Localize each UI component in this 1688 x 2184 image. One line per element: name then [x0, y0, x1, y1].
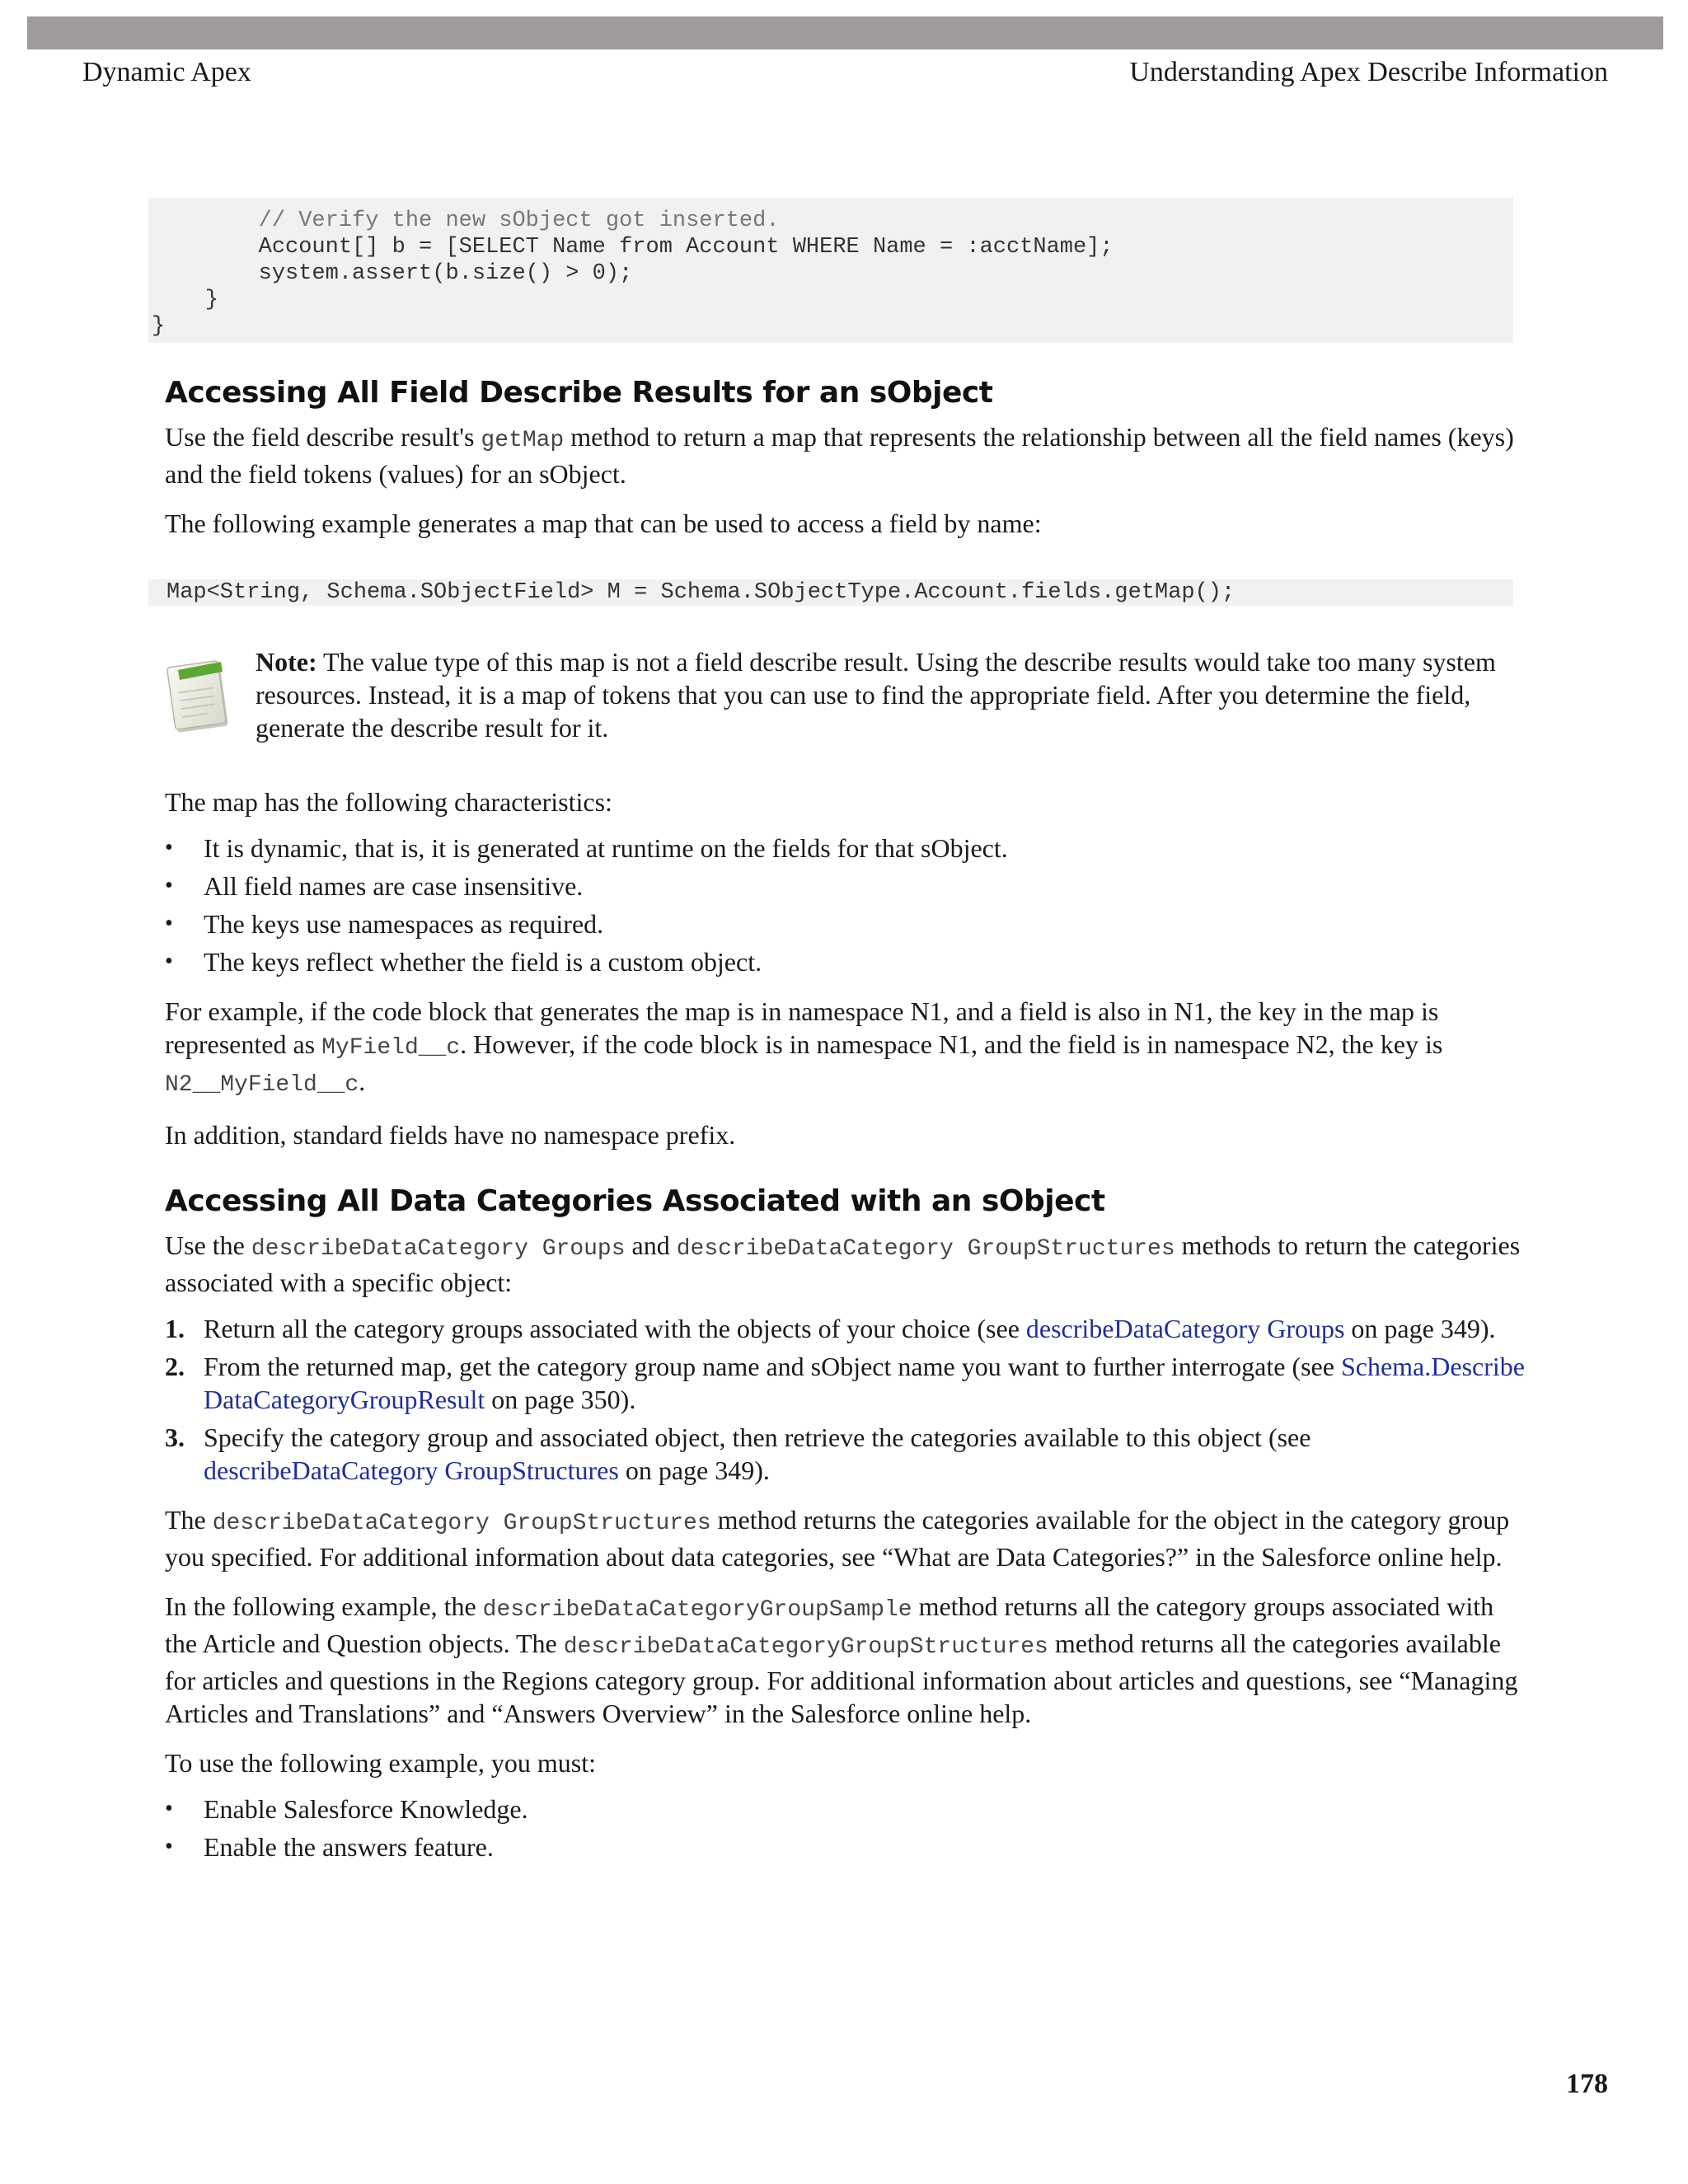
code-line: Account[] b = [SELECT Name from Account WHERE Name = :acctName]; [152, 235, 1114, 260]
list-item: • It is dynamic, that is, it is generated at runtime on the fields for that sObject. [165, 832, 1530, 865]
note-label: Note: [256, 647, 317, 677]
list-item: 1. Return all the category groups associated with the objects of your choice (see describeDataCategory Groups on page 349). [165, 1314, 1496, 1343]
inline-code: describeDataCategory Groups [251, 1236, 626, 1262]
inline-code: describeDataCategory GroupStructures [212, 1511, 711, 1536]
code-line: } [152, 314, 166, 339]
link-describe-groups[interactable]: describeDataCategory Groups [1025, 1314, 1345, 1343]
paragraph: The describeDataCategory GroupStructures method returns the categories available for the object in the category group you specified. For additional information about data categories, see “What are Data Categories?” in the Salesforce online help. [165, 1505, 1510, 1572]
note-box [165, 645, 1530, 744]
list-item: • Enable Salesforce Knowledge. [165, 1793, 1530, 1825]
code-line: } [152, 288, 219, 312]
inline-code: describeDataCategoryGroupStructures [563, 1634, 1048, 1660]
inline-code: describeDataCategory GroupStructures [676, 1236, 1175, 1262]
code-block-map: Map<String, Schema.SObjectField> M = Schema.SObjectType.Account.fields.getMap(); [148, 579, 1513, 606]
inline-code: MyField__c [321, 1035, 461, 1061]
characteristics-list [165, 832, 1530, 978]
paragraph: The following example generates a map that can be used to access a field by name: [165, 509, 1042, 538]
running-header-right: Understanding Apex Describe Information [1129, 57, 1608, 87]
link-describe-group-structures[interactable]: describeDataCategory GroupStructures [204, 1455, 619, 1485]
paragraph: The map has the following characteristics: [165, 787, 612, 817]
paragraph: To use the following example, you must: [165, 1748, 597, 1778]
list-item: • All field names are case insensitive. [165, 869, 1530, 902]
paragraph: For example, if the code block that generates the map is in namespace N1, and a field is also in N1, the key in the map is represented as MyField__c. However, if the code block is in namespace N1, and the field is in namespace N2, the key is N2__MyField__c. [165, 996, 1443, 1098]
list-item: • The keys reflect whether the field is a custom object. [165, 945, 1530, 978]
paragraph: Use the field describe result's getMap method to return a map that represents the relationship between all the field names (keys) and the field tokens (values) for an sObject. [165, 422, 1514, 489]
paragraph: In addition, standard fields have no namespace prefix. [165, 1120, 736, 1150]
code-line: // Verify the new sObject got inserted. [152, 209, 780, 233]
link-describe-group-result[interactable]: Schema.Describe DataCategoryGroupResult [204, 1352, 1525, 1414]
paragraph: In the following example, the describeDataCategoryGroupSample method returns all the category groups associated with the Article and Question objects. The describeDataCategoryGroupStructures method returns all the categories available for articles and questions in the Regions category group. For additional information about articles and questions, see “Managing Articles and Translations” and “Answers Overview” in the Salesforce online help. [165, 1591, 1518, 1728]
running-header-left: Dynamic Apex [82, 57, 251, 87]
page-content [152, 198, 1530, 1863]
list-item: • The keys use namespaces as required. [165, 907, 1530, 940]
list-item: • Enable the answers feature. [165, 1830, 1530, 1863]
inline-code: getMap [481, 428, 565, 453]
header-bar [27, 16, 1663, 49]
inline-code: N2__MyField__c [165, 1072, 359, 1098]
note-text: Note: The value type of this map is not a field describe result. Using the describe results would take too many system resources. Instead, it is a map of tokens that you can use to find the appropriate field. After you determine the field, generate the describe result for it. [256, 647, 1496, 743]
steps-list [165, 1312, 1530, 1487]
code-block-top [148, 198, 1513, 343]
page-number: 178 [1566, 2069, 1608, 2099]
note-icon [166, 652, 232, 734]
paragraph: Use the describeDataCategory Groups and describeDataCategory GroupStructures methods to return the categories associated with a specific object: [165, 1230, 1521, 1297]
section-title: Accessing All Field Describe Results for an sObject [165, 376, 993, 410]
list-item: 2. From the returned map, get the category group name and sObject name you want to further interrogate (see Schema.Describe DataCategoryGroupResult on page 350). [165, 1352, 1525, 1414]
list-item: 3. Specify the category group and associated object, then retrieve the categories available to this object (see describeDataCategory GroupStructures on page 349). [165, 1422, 1311, 1485]
section-title: Accessing All Data Categories Associated with an sObject [165, 1184, 1105, 1218]
inline-code: describeDataCategoryGroupSample [482, 1597, 912, 1623]
code-line: system.assert(b.size() > 0); [152, 261, 633, 286]
requirements-list [165, 1793, 1530, 1863]
